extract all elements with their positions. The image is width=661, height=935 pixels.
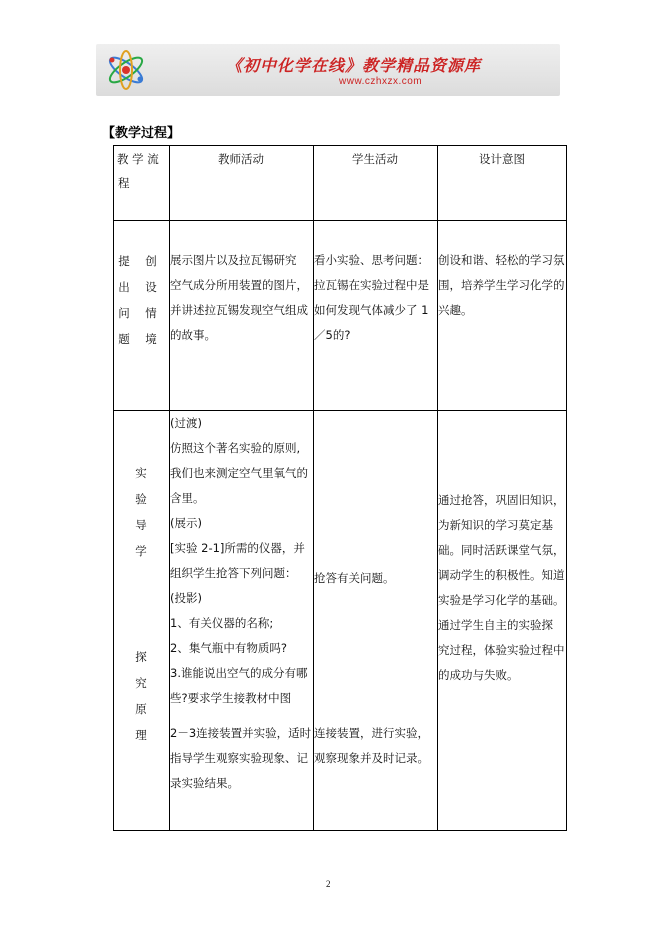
- row2-teacher-line: (展示): [170, 516, 202, 530]
- row2-teacher-line: 仿照这个著名实验的原则,: [170, 441, 301, 455]
- header-stage-line2: 程: [118, 176, 130, 190]
- stage-char: 验: [135, 492, 147, 506]
- row2-intent-line: 的成功与失败。: [438, 668, 519, 682]
- row1-intent-line: 创设和谐、轻松的学习氛: [438, 253, 565, 267]
- row2-intent-line: 调动学生的积极性。知道: [438, 568, 565, 582]
- row2-teacher-line: (过渡): [170, 416, 202, 430]
- header-intent: 设计意图: [479, 152, 525, 166]
- stage-char: 探: [135, 650, 147, 664]
- row1-student-line: 如何发现气体减少了 1: [314, 303, 429, 317]
- row2-teacher-line: 2－3连接装置并实验，适时: [170, 726, 312, 740]
- stage-char: 理: [135, 728, 147, 742]
- row2-teacher-line: 2、集气瓶中有物质吗?: [170, 641, 287, 655]
- stage-char: 提: [118, 254, 130, 268]
- row2-intent-line: 础。同时活跃课堂气氛，: [438, 543, 565, 557]
- stage-char: 究: [135, 676, 147, 690]
- stage-char: 问: [118, 306, 130, 320]
- stage-char: 实: [135, 466, 147, 480]
- row2-teacher-line: 3.谁能说出空气的成分有哪: [170, 666, 308, 680]
- row2-student-line: 抢答有关问题。: [314, 571, 395, 585]
- row1-student-line: 拉瓦锡在实验过程中是: [314, 278, 429, 292]
- row1-student-line: 看小实验、思考问题：: [314, 253, 429, 267]
- row2-intent-line: 通过学生自主的实验探: [438, 618, 553, 632]
- row2-teacher-line: 组织学生抢答下列问题：: [170, 566, 297, 580]
- stage-char: 题: [118, 332, 130, 346]
- row2-intent-line: 实验是学习化学的基础。: [438, 593, 565, 607]
- row1-teacher-line: 空气成分所用装置的图片，: [170, 278, 308, 292]
- row1-intent-line: 围，培养学生学习化学的: [438, 278, 565, 292]
- row2-teacher-line: 含里。: [170, 491, 205, 505]
- resource-banner: [96, 44, 560, 96]
- banner-url: www.czhxzx.com: [339, 76, 423, 87]
- header-stage-line1: 教 学 流: [117, 152, 159, 166]
- row1-teacher-line: 的故事。: [170, 328, 216, 342]
- row2-teacher-line: 指导学生观察实验现象、记: [170, 751, 308, 765]
- row1-teacher-line: 展示图片以及拉瓦锡研究: [170, 253, 297, 267]
- atom-orbit-logo-icon: [102, 46, 150, 94]
- row2-teacher-line: 1、有关仪器的名称;: [170, 616, 274, 630]
- header-teacher: 教师活动: [218, 152, 264, 166]
- row2-teacher-line: 些?要求学生接教材中图: [170, 691, 292, 705]
- header-student: 学生活动: [352, 152, 398, 166]
- row2-intent-line: 为新知识的学习莫定基: [438, 518, 553, 532]
- stage-char: 学: [135, 544, 147, 558]
- stage-char: 设: [145, 280, 157, 294]
- row1-intent-line: 兴趣。: [438, 303, 473, 317]
- row1-student-line: ／5的?: [314, 328, 351, 342]
- stage-char: 原: [135, 702, 147, 716]
- row2-teacher-line: [实验 2-1]所需的仪器，并: [170, 541, 305, 555]
- row2-intent-line: 究过程，体验实验过程中: [438, 643, 565, 657]
- banner-title: 《初中化学在线》教学精品资源库: [226, 56, 482, 75]
- stage-char: 创: [145, 254, 157, 268]
- row1-teacher-line: 并讲述拉瓦锡发现空气组成: [170, 303, 308, 317]
- row2-student-line: 观察现象并及时记录。: [314, 751, 429, 765]
- row2-student-line: 连接装置，进行实验，: [314, 726, 429, 740]
- row2-teacher-line: (投影): [170, 591, 202, 605]
- row2-teacher-line: 录实验结果。: [170, 776, 239, 790]
- stage-char: 出: [118, 280, 130, 294]
- stage-char: 导: [135, 518, 147, 532]
- page-number: 2: [326, 879, 331, 889]
- section-title: 【教学过程】: [102, 126, 181, 141]
- stage-char: 情: [145, 306, 157, 320]
- row2-intent-line: 通过抢答，巩固旧知识，: [438, 493, 565, 507]
- row2-teacher-line: 我们也来测定空气里氧气的: [170, 466, 308, 480]
- stage-char: 境: [145, 332, 157, 346]
